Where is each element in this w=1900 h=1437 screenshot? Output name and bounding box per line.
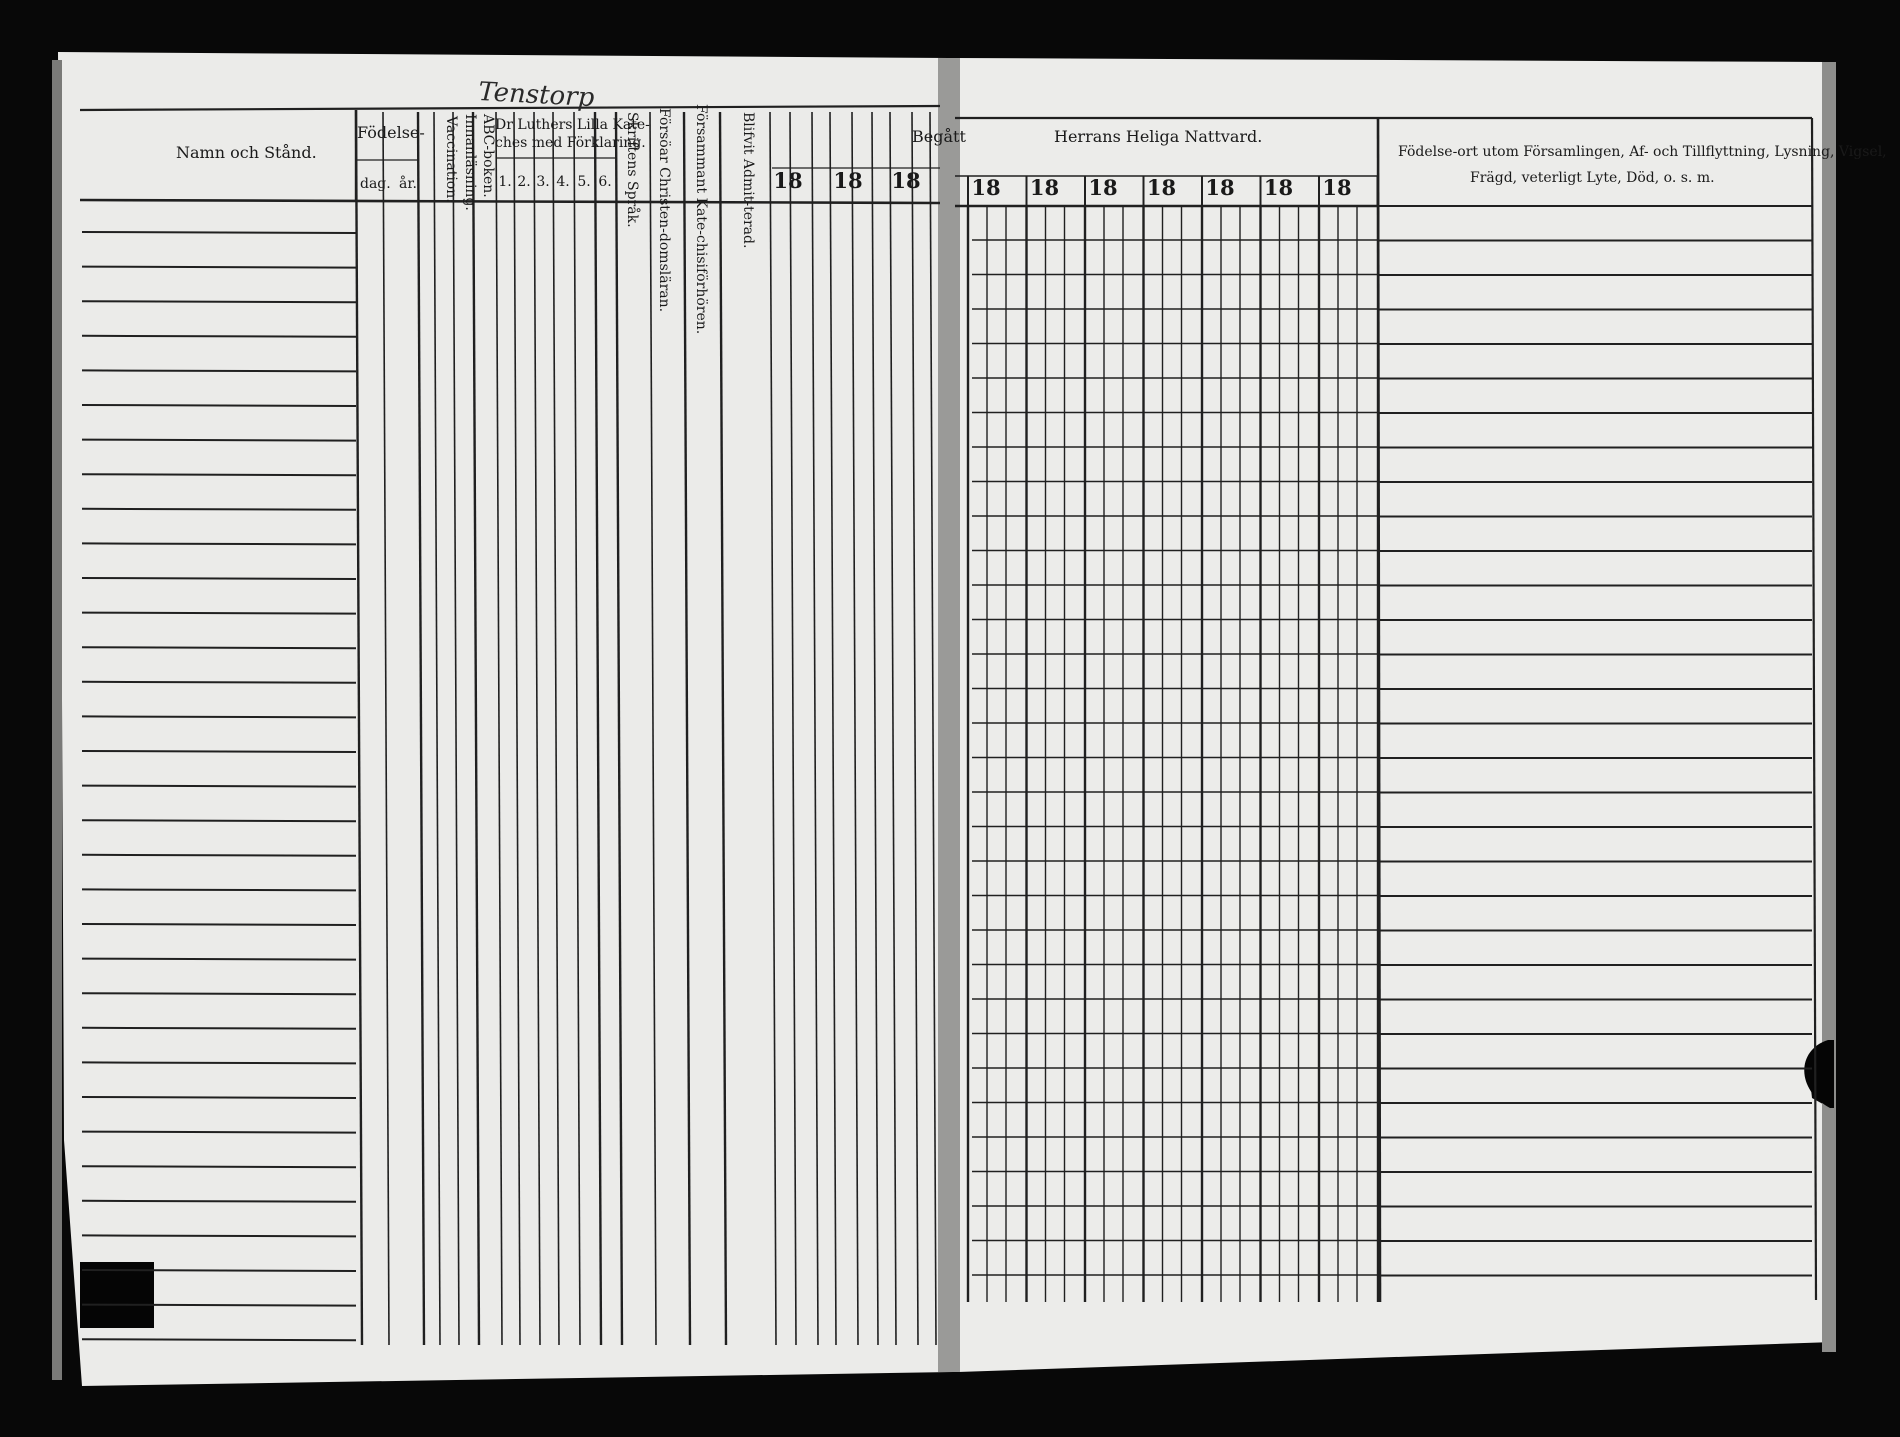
handwritten-heading: Tenstorp bbox=[477, 77, 596, 114]
header-catechism-1: Dr Luthers Lilla Kate- bbox=[495, 117, 650, 133]
year-column-label: 18 bbox=[1322, 175, 1352, 200]
header-understanding: Försammant Kate-chisiförhören. bbox=[693, 104, 709, 335]
left-row-rule bbox=[82, 267, 356, 268]
year-column-label: 18 bbox=[773, 168, 803, 193]
right-page bbox=[955, 58, 1834, 1372]
left-row-rule bbox=[82, 889, 356, 890]
left-row-rule bbox=[82, 959, 356, 960]
left-row-rule bbox=[82, 1166, 356, 1167]
left-edge bbox=[52, 60, 62, 1380]
header-reading: Innanläsning. bbox=[462, 114, 478, 211]
left-row-rule bbox=[82, 1235, 356, 1236]
left-page bbox=[58, 52, 953, 1386]
left-row-rule bbox=[82, 993, 356, 994]
left-row-rule bbox=[82, 1097, 356, 1098]
header-catechism-2: ches med Förklaring. bbox=[495, 135, 646, 151]
left-row-rule bbox=[82, 1339, 356, 1340]
left-row-rule bbox=[82, 578, 356, 579]
left-row-rule bbox=[82, 509, 356, 510]
catechism-part-label: 4. bbox=[556, 174, 570, 190]
header-abc: ABC-boken. bbox=[480, 114, 496, 198]
left-row-rule bbox=[82, 855, 356, 856]
left-row-rule bbox=[82, 543, 356, 544]
left-row-rule bbox=[82, 474, 356, 475]
header-birth: Födelse- bbox=[357, 123, 425, 142]
catechism-part-label: 5. bbox=[577, 174, 591, 190]
year-column-label: 18 bbox=[833, 168, 863, 193]
right-edge bbox=[1822, 62, 1836, 1352]
header-remarks-2: Frägd, veterligt Lyte, Död, o. s. m. bbox=[1470, 170, 1715, 186]
header-communion: Herrans Heliga Nattvard. bbox=[1054, 127, 1263, 146]
left-row-rule bbox=[82, 924, 356, 925]
catechism-part-label: 6. bbox=[598, 174, 612, 190]
spine-shadow bbox=[938, 58, 960, 1372]
header-begatt: Begått bbox=[912, 127, 966, 146]
catechism-part-label: 1. bbox=[498, 174, 512, 190]
left-row-rule bbox=[82, 647, 356, 648]
left-row-rule bbox=[82, 232, 356, 233]
header-remarks-1: Födelse-ort utom Församlingen, Af- och Tillflyttning, Lysning, Vigsel, bbox=[1398, 144, 1887, 160]
left-row-rule bbox=[82, 1028, 356, 1029]
left-row-rule bbox=[82, 336, 356, 337]
left-row-rule bbox=[82, 301, 356, 302]
black-tab bbox=[80, 1262, 154, 1328]
left-row-rule bbox=[82, 1062, 356, 1063]
left-row-rule bbox=[82, 613, 356, 614]
header-birth-day: dag. bbox=[360, 176, 391, 192]
left-row-rule bbox=[82, 786, 356, 787]
left-row-rule bbox=[82, 1305, 356, 1306]
left-row-rule bbox=[82, 405, 356, 406]
catechism-part-label: 3. bbox=[536, 174, 550, 190]
header-christian: Försöar Christen-domsläran. bbox=[656, 108, 672, 313]
left-row-rule bbox=[82, 1201, 356, 1202]
header-name-stand: Namn och Stånd. bbox=[176, 143, 317, 162]
year-column-label: 18 bbox=[891, 168, 921, 193]
left-row-rule bbox=[82, 751, 356, 752]
left-year-columns bbox=[773, 168, 920, 193]
left-row-rule bbox=[82, 440, 356, 441]
left-row-rule bbox=[82, 1132, 356, 1133]
left-row-rule bbox=[82, 1270, 356, 1271]
left-row-rule bbox=[82, 682, 356, 683]
catechism-part-label: 2. bbox=[517, 174, 531, 190]
header-vaccination: Vaccination. bbox=[443, 116, 459, 203]
left-row-rule bbox=[82, 820, 356, 821]
year-column-label: 18 bbox=[971, 175, 1001, 200]
left-row-rule bbox=[82, 370, 356, 371]
year-column-label: 18 bbox=[1146, 175, 1177, 200]
header-scripture: Skriftens Språk. bbox=[624, 112, 640, 228]
year-column-label: 18 bbox=[1088, 175, 1118, 200]
year-column-label: 18 bbox=[1205, 175, 1235, 200]
header-birth-year: år. bbox=[399, 176, 417, 192]
left-row-rule bbox=[82, 716, 356, 717]
year-column-label: 18 bbox=[1263, 175, 1294, 200]
header-communicant: Blifvit Admit-terad. bbox=[740, 112, 756, 249]
year-column-label: 18 bbox=[1029, 175, 1060, 200]
